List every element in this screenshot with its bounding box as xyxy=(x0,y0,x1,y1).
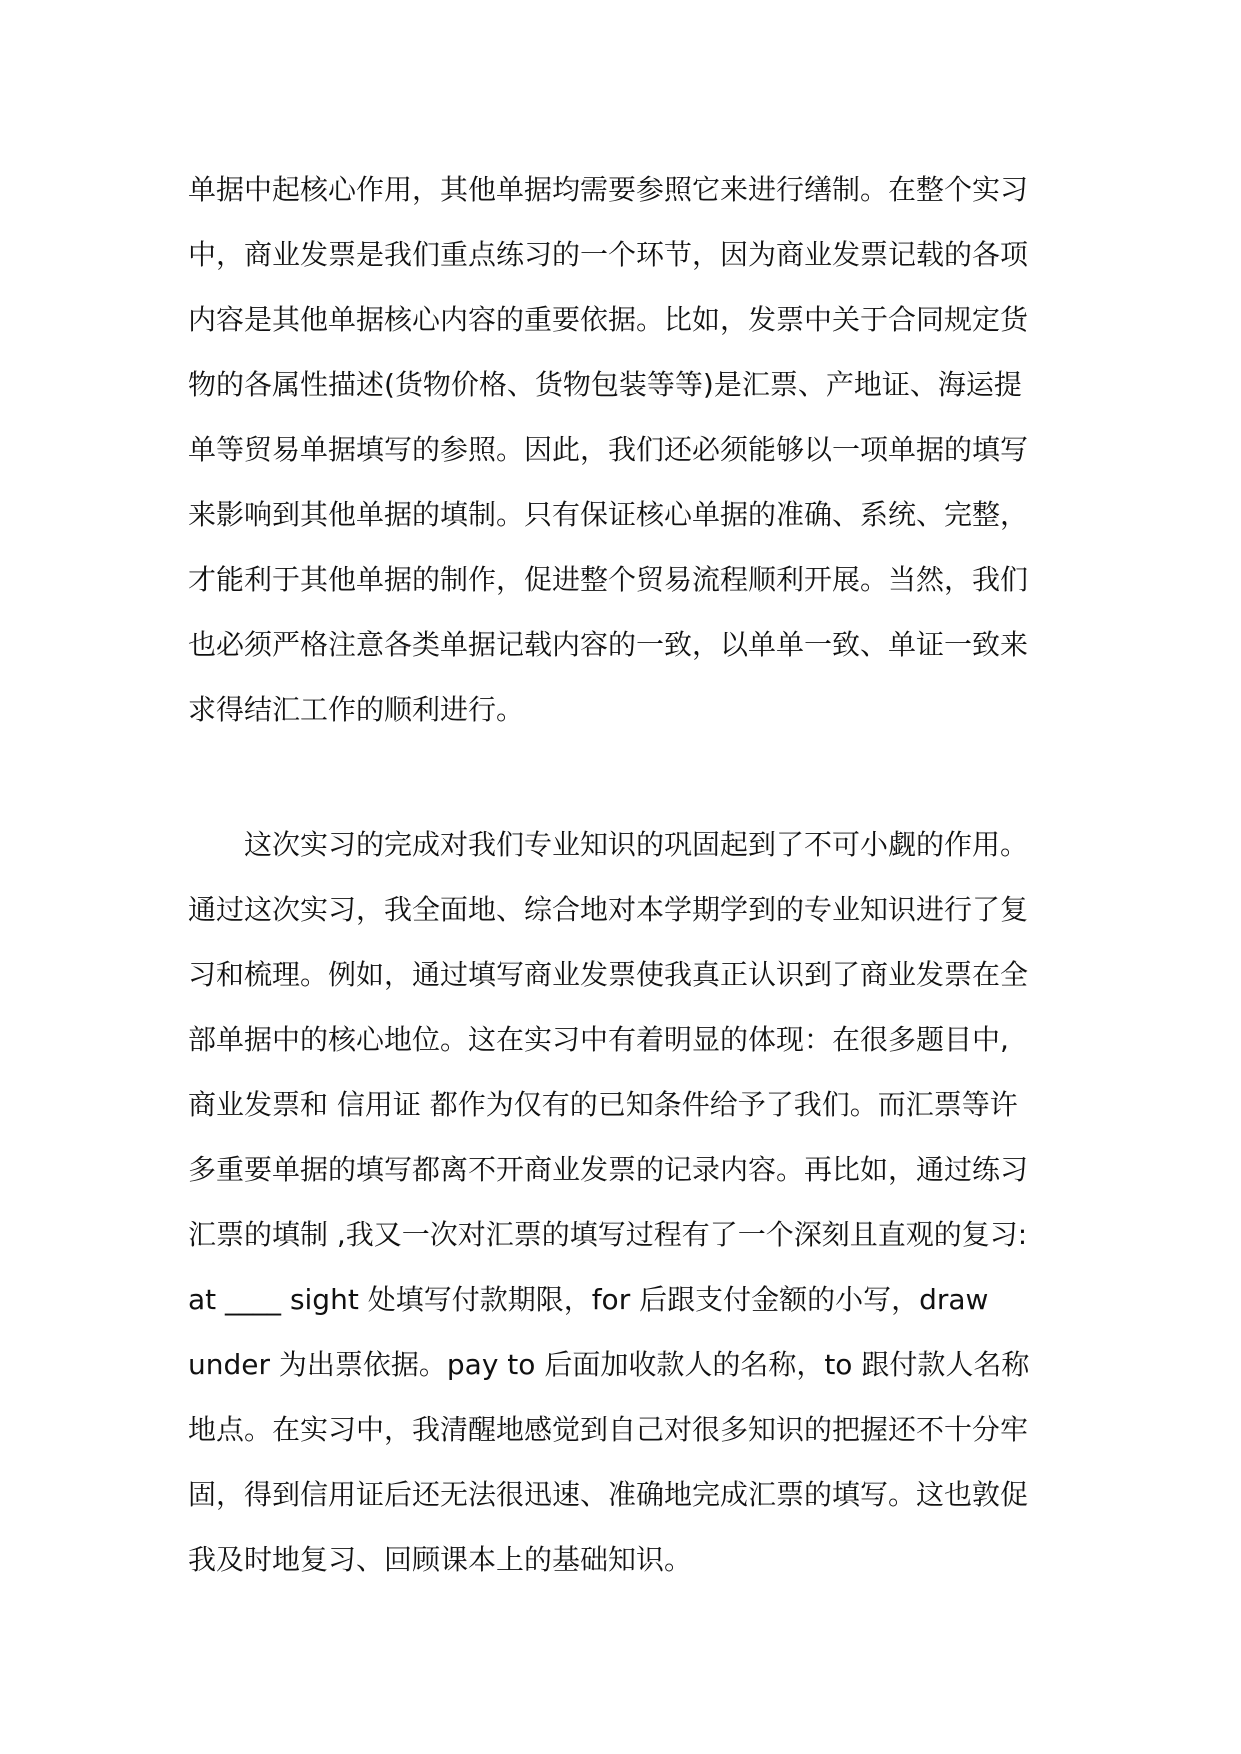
text-line: 中，商业发票是我们重点练习的一个环节，因为商业发票记载的各项 xyxy=(188,238,1029,271)
text-line: 单据中起核心作用，其他单据均需要参照它来进行缮制。在整个实习 xyxy=(188,173,1029,206)
text-line: at ____ sight 处填写付款期限，for 后跟支付金额的小写，draw xyxy=(188,1283,989,1316)
text-line: 我及时地复习、回顾课本上的基础知识。 xyxy=(188,1543,693,1576)
text-line: 单等贸易单据填写的参照。因此，我们还必须能够以一项单据的填写 xyxy=(188,433,1029,466)
text-line: 物的各属性描述(货物价格、货物包装等等)是汇票、产地证、海运提 xyxy=(188,368,1022,401)
paragraph-2 xyxy=(188,812,1088,1592)
text-line: 求得结汇工作的顺利进行。 xyxy=(188,693,525,726)
text-line: 固，得到信用证后还无法很迅速、准确地完成汇票的填写。这也敦促 xyxy=(188,1478,1029,1511)
text-line: 这次实习的完成对我们专业知识的巩固起到了不可小觑的作用。 xyxy=(188,828,1029,861)
text-line: 习和梳理。例如，通过填写商业发票使我真正认识到了商业发票在全 xyxy=(188,958,1029,991)
text-line: 也必须严格注意各类单据记载内容的一致，以单单一致、单证一致来 xyxy=(188,628,1029,661)
text-line: 地点。在实习中，我清醒地感觉到自己对很多知识的把握还不十分牢 xyxy=(188,1413,1029,1446)
text-line: 才能利于其他单据的制作，促进整个贸易流程顺利开展。当然，我们 xyxy=(188,563,1029,596)
text-line: 多重要单据的填写都离不开商业发票的记录内容。再比如，通过练习 xyxy=(188,1153,1029,1186)
text-line: 来影响到其他单据的填制。只有保证核心单据的准确、系统、完整， xyxy=(188,498,1029,531)
text-line: 汇票的填制 ,我又一次对汇票的填写过程有了一个深刻且直观的复习: xyxy=(188,1218,1028,1251)
text-line: 部单据中的核心地位。这在实习中有着明显的体现：在很多题目中, xyxy=(188,1023,1009,1056)
paragraph-1 xyxy=(188,157,1088,742)
text-line: 通过这次实习，我全面地、综合地对本学期学到的专业知识进行了复 xyxy=(188,893,1029,926)
text-line: 内容是其他单据核心内容的重要依据。比如，发票中关于合同规定货 xyxy=(188,303,1029,336)
text-line: 商业发票和 信用证 都作为仅有的已知条件给予了我们。而汇票等许 xyxy=(188,1088,1018,1121)
text-line: under 为出票依据。pay to 后面加收款人的名称，to 跟付款人名称 xyxy=(188,1348,1030,1381)
